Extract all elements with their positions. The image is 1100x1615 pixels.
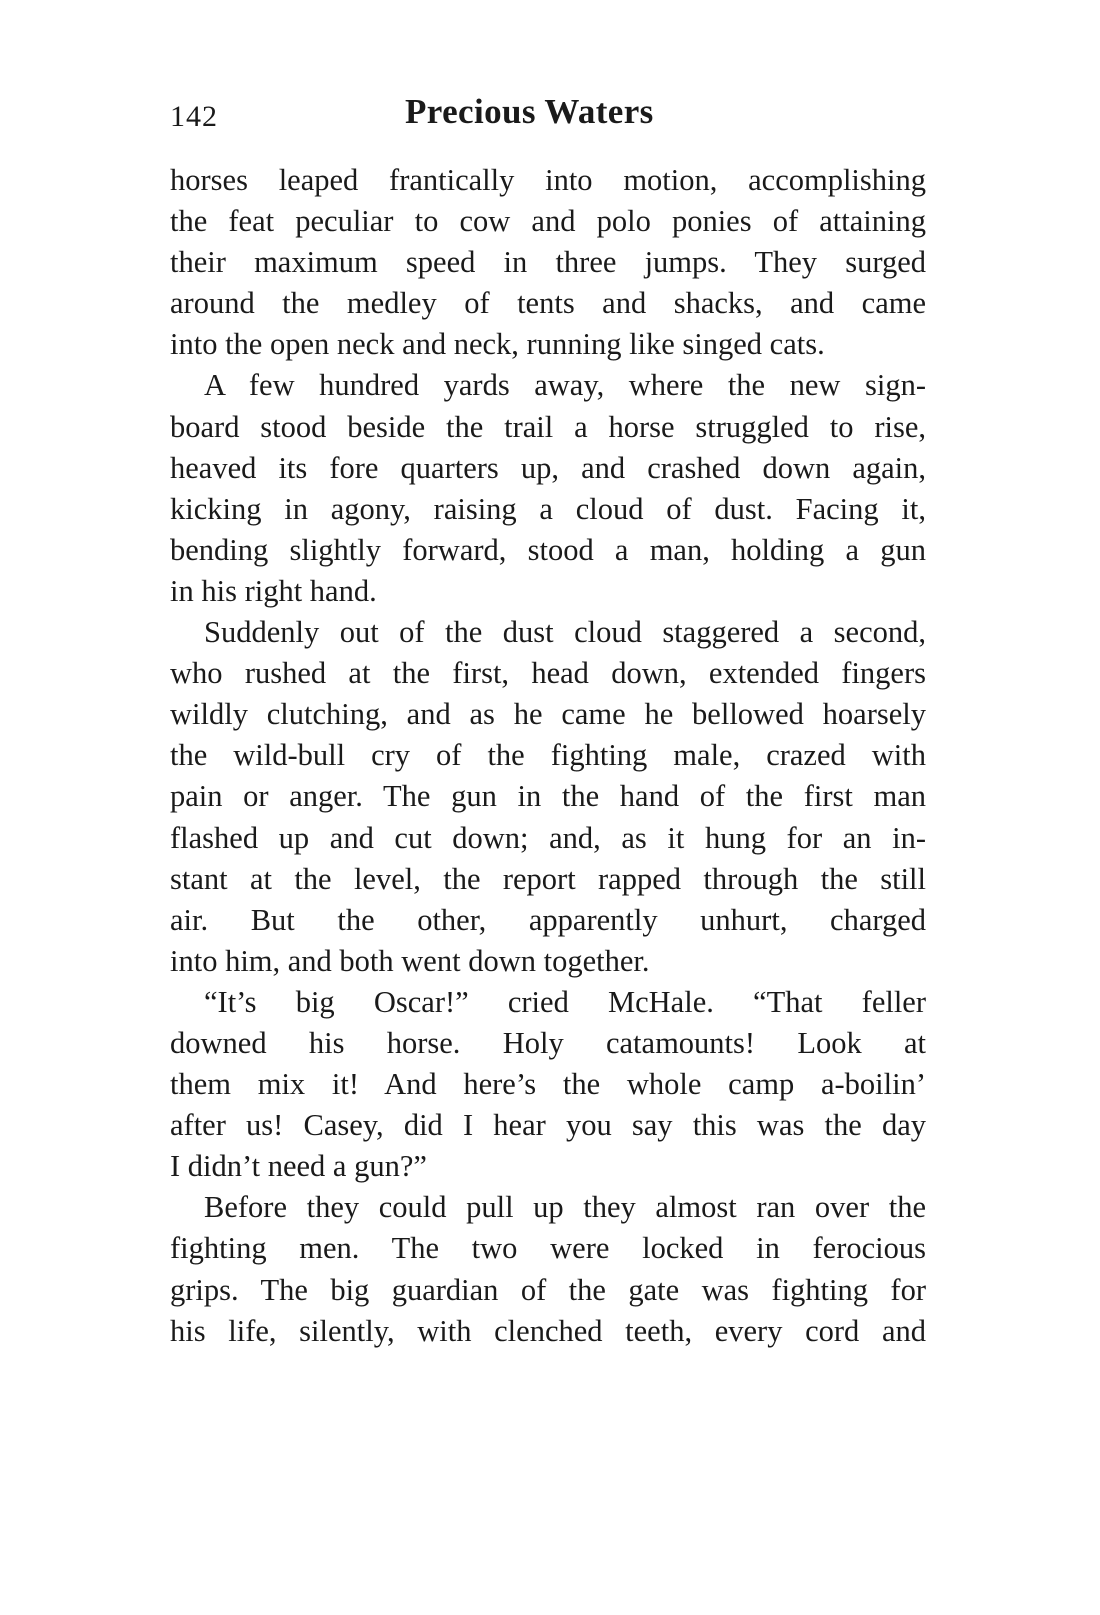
paragraph xyxy=(170,160,926,365)
text-line: around the medley of tents and shacks, and came xyxy=(170,286,926,321)
text-line: heaved its fore quarters up, and crashed down again, xyxy=(170,450,926,485)
text-line: stant at the level, the report rapped through the still xyxy=(170,861,926,896)
text-line: downed his horse. Holy catamounts! Look at xyxy=(170,1025,926,1060)
text-line: bending slightly forward, stood a man, holding a gun xyxy=(170,532,926,567)
text-line: horses leaped frantically into motion, accomplishing xyxy=(170,163,926,197)
text-line: their maximum speed in three jumps. They surged xyxy=(170,245,926,280)
text-line: after us! Casey, did I hear you say this was the day xyxy=(170,1108,926,1143)
text-line: “It’s big Oscar!” cried McHale. “That feller xyxy=(204,984,926,1019)
text-line: into him, and both went down together. xyxy=(170,943,650,978)
text-line: kicking in agony, raising a cloud of dust. Facing it, xyxy=(170,491,926,526)
text-line: air. But the other, apparently unhurt, charged xyxy=(170,902,926,937)
text-line: grips. The big guardian of the gate was fighting for xyxy=(170,1272,926,1307)
running-header xyxy=(170,92,926,142)
text-line: fighting men. The two were locked in ferocious xyxy=(170,1231,926,1266)
text-line: into the open neck and neck, running like singed cats. xyxy=(170,327,825,362)
running-title: Precious Waters xyxy=(405,92,654,131)
text-line: the wild-bull cry of the fighting male, crazed with xyxy=(170,738,926,773)
paragraph xyxy=(170,612,926,982)
text-line: who rushed at the first, head down, extended fingers xyxy=(170,656,926,691)
text-line: wildly clutching, and as he came he bellowed hoarsely xyxy=(170,697,926,732)
text-line: in his right hand. xyxy=(170,573,377,608)
text-line: I didn’t need a gun?” xyxy=(170,1149,427,1184)
text-line: the feat peculiar to cow and polo ponies of attaining xyxy=(170,204,926,239)
paragraph xyxy=(170,982,926,1187)
text-line: A few hundred yards away, where the new sign- xyxy=(204,368,926,403)
paragraph xyxy=(170,365,926,612)
text-line: Suddenly out of the dust cloud staggered a second, xyxy=(204,615,926,650)
text-line: them mix it! And here’s the whole camp a-boilin’ xyxy=(170,1067,926,1102)
page-number: 142 xyxy=(170,100,218,133)
body-text xyxy=(170,160,926,1352)
text-line: flashed up and cut down; and, as it hung for an in- xyxy=(170,820,926,855)
text-line: Before they could pull up they almost ran over the xyxy=(204,1190,926,1225)
text-line: pain or anger. The gun in the hand of the first man xyxy=(170,779,926,814)
text-line: board stood beside the trail a horse struggled to rise, xyxy=(170,409,926,444)
paragraph xyxy=(170,1187,926,1351)
text-line: his life, silently, with clenched teeth, every cord and xyxy=(170,1313,926,1348)
